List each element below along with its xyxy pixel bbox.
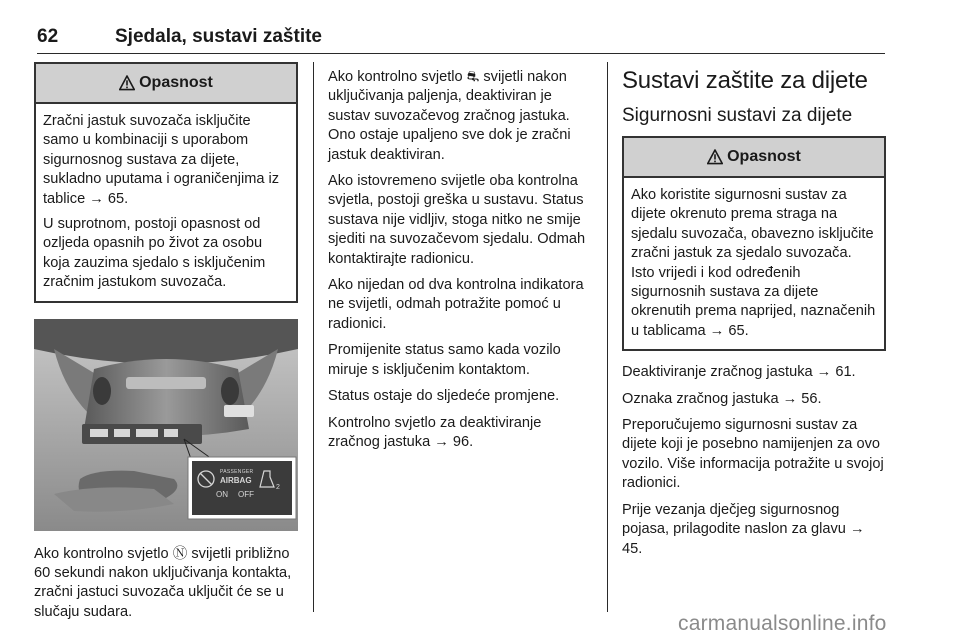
body-paragraph: Promijenite status samo kada vozilo miruje s isključenim kontaktom.: [328, 342, 561, 378]
column-divider-right: [607, 62, 608, 612]
warning-triangle-icon: [119, 75, 135, 91]
column-2: [328, 68, 592, 459]
warning-triangle-icon: [707, 149, 723, 165]
body-paragraph: Oznaka zračnog jastuka → 56.: [622, 390, 822, 407]
column-1: [34, 62, 298, 629]
section-heading: Sustavi zaštite za dijete: [622, 67, 868, 94]
warning-text: Zračni jastuk suvozača isključite samo u kombinaciji s uporabom sigurnosnog sustava za dijete, sukladno uputama i ograničenjima iz tablice → 65.: [43, 113, 280, 207]
warning-text: Ako koristite sigurnosni sustav za dijete okrenuto prema straga na sjedalu suvozača, obavezno isključite zračni jastuk za sjedalo suvozača. Isto vrijedi i kod određenih sigurnosnih sustava za dijete okrenutih prema naprijed, naznačenih u tablicama → 65.: [631, 187, 876, 339]
column-3: [622, 66, 886, 566]
inset-passenger-label: PASSENGER: [220, 468, 254, 475]
inset-off-label: OFF: [238, 489, 254, 499]
overhead-console-illustration: [34, 319, 298, 531]
body-paragraph: Ako kontrolno svjetlo ⛐ svijetli nakon uključivanja paljenja, deaktiviran je sustav suvozačevog zračnog jastuka. Ono ostaje upaljeno sve dok je zračni jastuk deaktiviran.: [328, 69, 571, 163]
watermark-text: carmanualsonline.info: [678, 612, 887, 635]
warning-header: [624, 138, 884, 178]
warning-box: [34, 62, 298, 303]
inset-on-label: ON: [216, 489, 228, 499]
section-subheading: Sigurnosni sustavi za dijete: [622, 105, 853, 126]
body-paragraph: Preporučujemo sigurnosni sustav za dijete koji je posebno namijenjen za ovo vozilo. Više informacija potražite u svojoj radionici.: [622, 417, 884, 492]
body-paragraph: Status ostaje do sljedeće promjene.: [328, 388, 560, 405]
warning-header: [36, 64, 296, 104]
body-paragraph: Prije vezanja dječjeg sigurnosnog pojasa, prilagodite naslon za glavu → 45.: [622, 501, 865, 557]
body-paragraph: Ako nijedan od dva kontrolna indikatora ne svijetli, odmah potražite pomoć u radionici.: [328, 277, 584, 332]
warning-label: Opasnost: [727, 148, 801, 165]
warning-text: U suprotnom, postoji opasnost od ozljeda opasnih po život za osobu koja zauzima sjedalo s isključenim zračnim jastukom suvozača.: [43, 216, 266, 291]
dashboard-photo: [34, 319, 298, 531]
body-paragraph: Ako istovremeno svijetle oba kontrolna svjetla, postoji greška u sustavu. Status sustava nije vidljiv, stoga nitko ne smije sjediti na suvozačevom sjedalu. Odmah kontaktirajte radionicu.: [328, 173, 586, 267]
page-header: [37, 22, 885, 54]
page-number: 62: [37, 26, 59, 47]
body-paragraph: Deaktiviranje zračnog jastuka → 61.: [622, 364, 856, 381]
warning-box: [622, 136, 886, 351]
warning-label: Opasnost: [139, 74, 213, 91]
body-paragraph: Kontrolno svjetlo za deaktiviranje zračnog jastuka → 96.: [328, 414, 542, 450]
svg-text:2: 2: [276, 483, 280, 491]
column-divider-left: [313, 62, 314, 612]
caption-paragraph: Ako kontrolno svjetlo Ⓝ svijetli približno 60 sekundi nakon uključivanja kontakta, zračni jastuci suvozača uključit će se u slučaju sudara.: [34, 545, 292, 620]
inset-airbag-label: AIRBAG: [220, 475, 252, 485]
page-title: Sjedala, sustavi zaštite: [115, 26, 322, 47]
